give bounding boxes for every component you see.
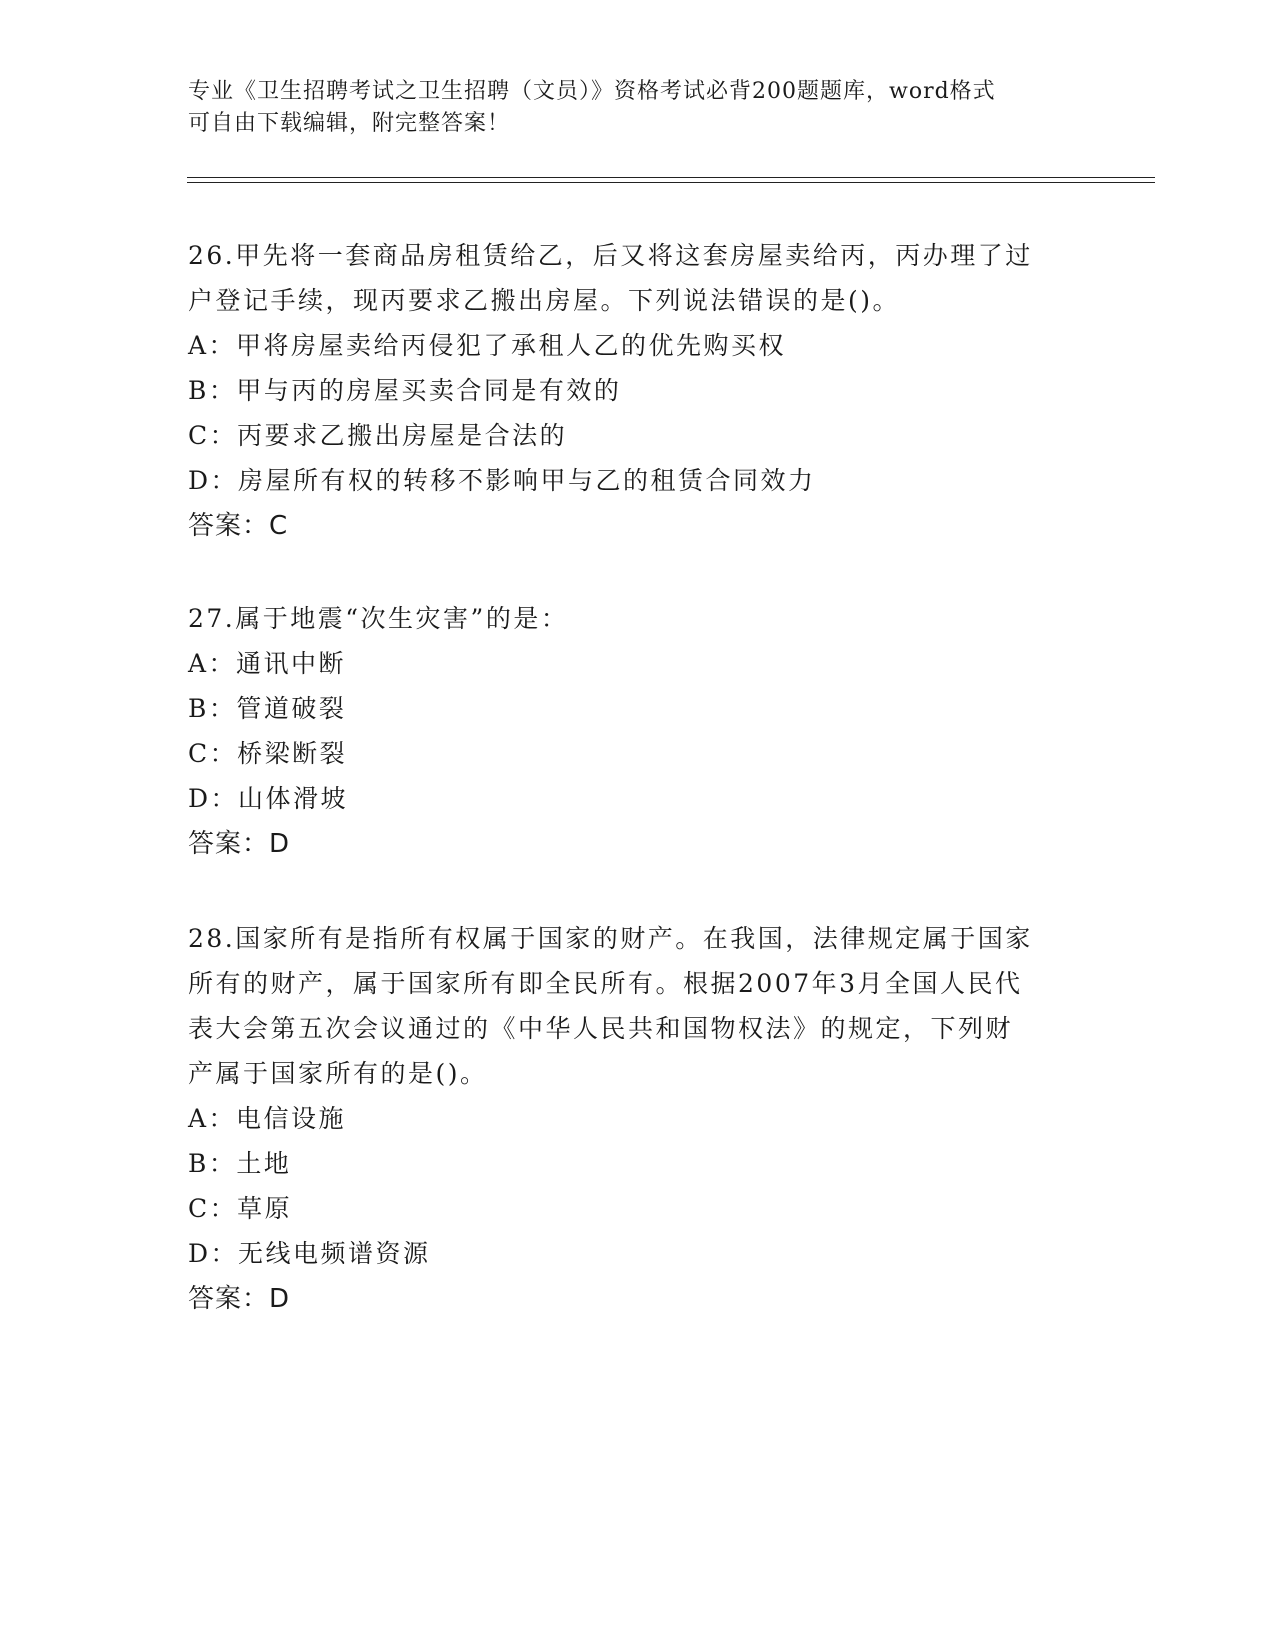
stem-line: 27.属于地震“次生灾害”的是：: [188, 604, 569, 633]
stem-line: 所有的财产，属于国家所有即全民所有。根据2007年3月全国人民代: [188, 969, 1023, 998]
option-b: B：甲与丙的房屋买卖合同是有效的: [188, 376, 622, 405]
option-c: C：丙要求乙搬出房屋是合法的: [188, 421, 568, 450]
option-a: A：通讯中断: [188, 649, 347, 678]
header-line-1: 专业《卫生招聘考试之卫生招聘（文员）》资格考试必背200题题库，word格式: [188, 79, 996, 104]
option-d: D：房屋所有权的转移不影响甲与乙的租赁合同效力: [188, 466, 816, 495]
answer-label: 答案：C: [188, 511, 289, 541]
stem-line: 26.甲先将一套商品房租赁给乙，后又将这套房屋卖给丙，丙办理了过: [188, 241, 1033, 270]
stem-line: 表大会第五次会议通过的《中华人民共和国物权法》的规定，下列财: [188, 1014, 1014, 1043]
option-c: C：草原: [188, 1194, 293, 1223]
header-divider-bottom: [187, 182, 1155, 183]
question-26: [188, 233, 1088, 549]
option-a: A：电信设施: [188, 1104, 347, 1133]
header-line-2: 可自由下载编辑，附完整答案！: [188, 111, 511, 136]
answer-label: 答案：D: [188, 1284, 291, 1314]
option-b: B：土地: [188, 1149, 292, 1178]
stem-line: 产属于国家所有的是()。: [188, 1059, 488, 1088]
question-28: [188, 916, 1088, 1322]
header-divider-top: [187, 177, 1155, 178]
question-stem: [188, 916, 1088, 1096]
answer-label: 答案：D: [188, 829, 291, 859]
question-stem: [188, 596, 1088, 641]
option-d: D：山体滑坡: [188, 784, 349, 813]
question-27: [188, 596, 1088, 867]
stem-line: 户登记手续，现丙要求乙搬出房屋。下列说法错误的是()。: [188, 286, 901, 315]
document-header: [188, 76, 1088, 140]
question-stem: [188, 233, 1088, 323]
option-a: A：甲将房屋卖给丙侵犯了承租人乙的优先购买权: [188, 331, 787, 360]
option-b: B：管道破裂: [188, 694, 347, 723]
option-c: C：桥梁断裂: [188, 739, 348, 768]
option-d: D：无线电频谱资源: [188, 1239, 431, 1268]
stem-line: 28.国家所有是指所有权属于国家的财产。在我国，法律规定属于国家: [188, 924, 1033, 953]
